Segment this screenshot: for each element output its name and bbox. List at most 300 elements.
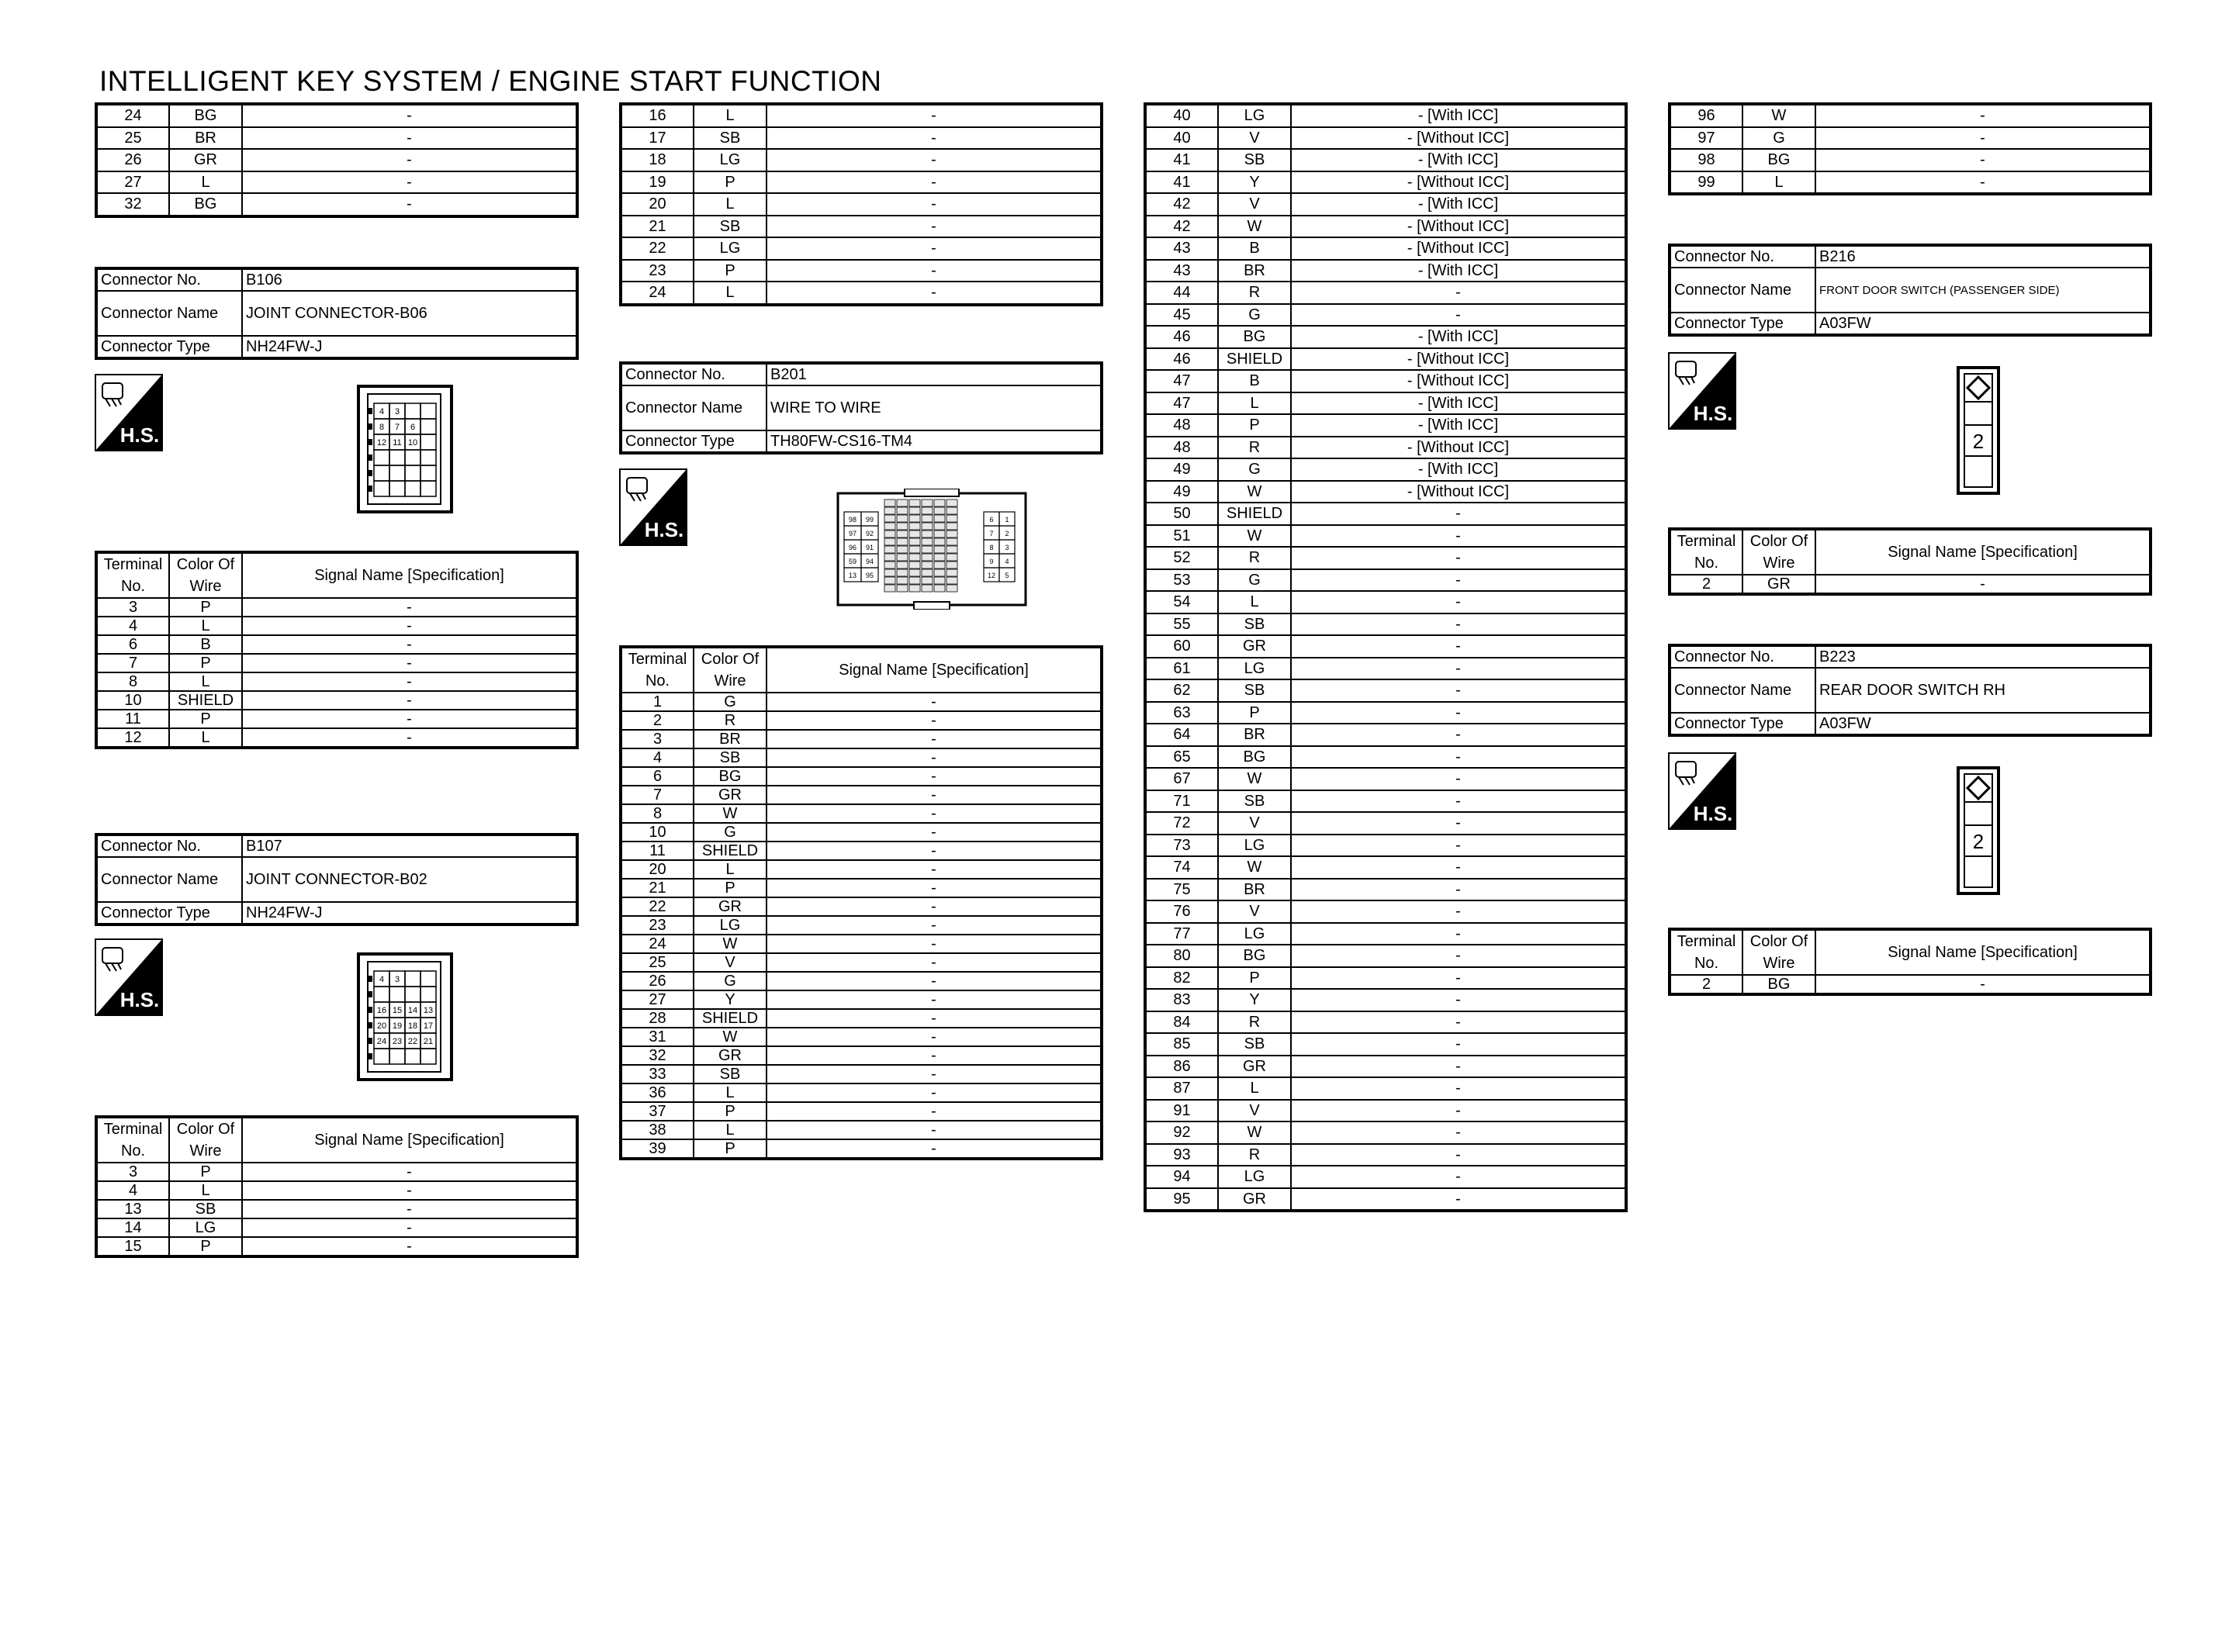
terminal-no-cell: 6 xyxy=(96,635,169,654)
terminal-no-cell: 32 xyxy=(621,1046,694,1065)
table-row xyxy=(621,693,1102,711)
terminal-no-cell: 31 xyxy=(621,1028,694,1046)
pin-cell xyxy=(884,538,895,545)
signal-name-cell: - [With ICC] xyxy=(1291,414,1626,437)
pin-number: 13 xyxy=(423,1006,434,1015)
wire-color-cell: L xyxy=(694,193,767,216)
signal-name-cell: - xyxy=(767,804,1102,823)
signal-name-cell: - xyxy=(1291,503,1626,525)
latch-notch xyxy=(368,991,372,997)
terminal-no-cell: 39 xyxy=(621,1139,694,1159)
table-row xyxy=(621,1046,1102,1065)
signal-name-cell: - xyxy=(1291,304,1626,327)
table-row xyxy=(621,972,1102,990)
wire-color-cell: V xyxy=(1218,900,1291,923)
table-row xyxy=(621,1102,1102,1121)
signal-name-cell: - xyxy=(242,1237,577,1256)
table-row xyxy=(1145,437,1626,459)
wire-color-cell: SHIELD xyxy=(1218,348,1291,371)
label-connector-type: Connector Type xyxy=(96,902,242,924)
pin-cell xyxy=(897,585,908,592)
page-title: INTELLIGENT KEY SYSTEM / ENGINE START FUNCTION xyxy=(99,65,882,97)
pin-cell xyxy=(922,585,933,592)
terminal-no-cell: 55 xyxy=(1145,613,1218,636)
terminal-no-cell: 40 xyxy=(1145,104,1218,127)
hs-label: H.S. xyxy=(119,423,160,447)
pin-cell xyxy=(909,569,920,576)
terminal-no-cell: 93 xyxy=(1145,1144,1218,1166)
terminal-no-cell: 18 xyxy=(621,149,694,171)
terminal-no-cell: 3 xyxy=(96,1163,169,1181)
pin-number: 19 xyxy=(392,1021,403,1031)
terminal-no-cell: 85 xyxy=(1145,1033,1218,1056)
table-row xyxy=(1145,127,1626,150)
pin-number: 10 xyxy=(407,438,418,448)
table-row xyxy=(1145,1188,1626,1211)
pin-cell xyxy=(934,499,945,506)
table-row xyxy=(621,953,1102,972)
signal-name-cell: - xyxy=(1291,613,1626,636)
label-connector-type: Connector Type xyxy=(96,336,242,358)
table-row xyxy=(1145,149,1626,171)
terminal-no-cell: 99 xyxy=(1670,171,1742,195)
pin-number: 15 xyxy=(392,1006,403,1015)
wire-color-cell: G xyxy=(694,972,767,990)
signal-name-cell: - xyxy=(1291,967,1626,990)
terminal-no-cell: 38 xyxy=(621,1121,694,1139)
pin-cell xyxy=(405,450,420,465)
table-row xyxy=(1145,835,1626,857)
connector-name-value: JOINT CONNECTOR-B02 xyxy=(242,857,577,902)
signal-name-cell: - xyxy=(242,104,577,127)
wire-color-cell: P xyxy=(169,1163,242,1181)
wire-color-cell: LG xyxy=(1218,835,1291,857)
signal-name-cell: - xyxy=(1291,591,1626,613)
terminal-no-cell: 33 xyxy=(621,1065,694,1083)
header-color-of-wire: Color Of Wire xyxy=(1742,929,1815,975)
terminal-no-cell: 21 xyxy=(621,879,694,897)
connector-no-value: B106 xyxy=(242,268,577,291)
terminal-table-col4-top xyxy=(1668,102,2152,195)
signal-name-cell: - xyxy=(1291,923,1626,945)
table-row xyxy=(621,1083,1102,1102)
pin-cell xyxy=(405,403,420,419)
signal-name-cell: - xyxy=(242,1200,577,1218)
pin-cell xyxy=(934,531,945,537)
wire-color-cell: LG xyxy=(1218,1166,1291,1188)
terminal-no-cell: 3 xyxy=(621,730,694,748)
terminal-no-cell: 40 xyxy=(1145,127,1218,150)
pin-cell xyxy=(946,569,957,576)
pin-cell xyxy=(884,569,895,576)
wire-color-cell: R xyxy=(1218,1144,1291,1166)
pin-cell xyxy=(909,531,920,537)
signal-name-cell: - xyxy=(767,786,1102,804)
header-terminal-no: Terminal No. xyxy=(1670,929,1742,975)
table-row xyxy=(621,767,1102,786)
table-row xyxy=(1145,503,1626,525)
connector-face-b201 xyxy=(836,489,1027,610)
signal-name-cell: - xyxy=(767,823,1102,842)
terminal-no-cell: 77 xyxy=(1145,923,1218,945)
terminal-no-cell: 4 xyxy=(621,748,694,767)
pin-cell xyxy=(420,481,436,496)
wire-color-cell: W xyxy=(1218,525,1291,548)
signal-name-cell: - xyxy=(1291,812,1626,835)
pin-number: 94 xyxy=(865,558,874,565)
signal-name-cell: - xyxy=(767,104,1102,127)
table-row xyxy=(96,193,577,216)
terminal-no-cell: 64 xyxy=(1145,724,1218,746)
terminal-no-cell: 19 xyxy=(621,171,694,194)
pin-cell xyxy=(922,531,933,537)
wire-color-cell: LG xyxy=(694,149,767,171)
table-row xyxy=(96,1200,577,1218)
table-row xyxy=(1145,746,1626,769)
latch-notch xyxy=(368,439,372,445)
table-row xyxy=(1145,326,1626,348)
pin-cell xyxy=(909,499,920,506)
terminal-no-cell: 94 xyxy=(1145,1166,1218,1188)
wire-color-cell: Y xyxy=(1218,989,1291,1011)
connector-info-b201 xyxy=(619,361,1103,454)
pin-number: 4 xyxy=(379,407,385,416)
pin-number: 17 xyxy=(423,1021,434,1031)
terminal-no-cell: 15 xyxy=(96,1237,169,1256)
table-row xyxy=(621,786,1102,804)
signal-name-cell: - xyxy=(767,897,1102,916)
table-row xyxy=(96,710,577,728)
wire-color-cell: L xyxy=(1218,591,1291,613)
pin-cell xyxy=(897,569,908,576)
signal-name-cell: - xyxy=(1815,127,2151,150)
pin-number: 12 xyxy=(376,438,387,448)
header-signal-name: Signal Name [Specification] xyxy=(767,647,1102,693)
signal-name-cell: - xyxy=(767,171,1102,194)
pin-cell xyxy=(934,507,945,514)
terminal-no-cell: 50 xyxy=(1145,503,1218,525)
wire-color-cell: LG xyxy=(169,1218,242,1237)
terminal-no-cell: 71 xyxy=(1145,790,1218,813)
table-row xyxy=(1670,149,2151,171)
wire-color-cell: BR xyxy=(1218,260,1291,282)
terminal-no-cell: 32 xyxy=(96,193,169,216)
pin-cell xyxy=(934,523,945,530)
terminal-no-cell: 72 xyxy=(1145,812,1218,835)
wire-color-cell: B xyxy=(1218,370,1291,392)
pin-cell xyxy=(922,499,933,506)
pin-cell xyxy=(946,562,957,569)
terminal-no-cell: 48 xyxy=(1145,437,1218,459)
pin-cell xyxy=(897,546,908,553)
table-row xyxy=(1145,481,1626,503)
pin-number: 21 xyxy=(423,1037,434,1046)
terminal-no-cell: 16 xyxy=(621,104,694,127)
table-row xyxy=(1145,171,1626,194)
latch-notch xyxy=(368,423,372,430)
wire-color-cell: P xyxy=(169,654,242,672)
terminal-no-cell: 42 xyxy=(1145,193,1218,216)
terminal-no-cell: 87 xyxy=(1145,1077,1218,1100)
label-connector-type: Connector Type xyxy=(1670,313,1815,335)
pin-cell xyxy=(934,562,945,569)
table-row xyxy=(1145,900,1626,923)
terminal-no-cell: 49 xyxy=(1145,458,1218,481)
table-row xyxy=(1145,216,1626,238)
wire-color-cell: W xyxy=(1218,481,1291,503)
pin-cell xyxy=(946,531,957,537)
pin-number: 3 xyxy=(394,407,400,416)
signal-name-cell: - [Without ICC] xyxy=(1291,481,1626,503)
pin-cell xyxy=(922,507,933,514)
terminal-no-cell: 73 xyxy=(1145,835,1218,857)
pin-cell xyxy=(946,585,957,592)
table-row xyxy=(1145,812,1626,835)
wire-color-cell: L xyxy=(694,104,767,127)
latch-notch xyxy=(368,408,372,414)
signal-name-cell: - xyxy=(242,193,577,216)
pin-cell xyxy=(420,403,436,419)
wire-color-cell: L xyxy=(694,860,767,879)
label-connector-name: Connector Name xyxy=(96,857,242,902)
signal-name-cell: - xyxy=(1815,171,2151,195)
pin-number: 14 xyxy=(407,1006,418,1015)
wire-color-cell: SB xyxy=(1218,613,1291,636)
wire-color-cell: W xyxy=(1218,216,1291,238)
terminal-no-cell: 41 xyxy=(1145,149,1218,171)
table-row xyxy=(96,171,577,194)
table-row xyxy=(1145,1100,1626,1122)
table-row xyxy=(1145,370,1626,392)
table-row xyxy=(96,635,577,654)
pin-cell xyxy=(897,577,908,584)
header-signal-name: Signal Name [Specification] xyxy=(1815,929,2151,975)
terminal-no-cell: 42 xyxy=(1145,216,1218,238)
table-row xyxy=(1145,967,1626,990)
wire-color-cell: V xyxy=(1218,193,1291,216)
terminal-no-cell: 83 xyxy=(1145,989,1218,1011)
wire-color-cell: GR xyxy=(1742,575,1815,594)
terminal-no-cell: 97 xyxy=(1670,127,1742,150)
signal-name-cell: - xyxy=(1291,768,1626,790)
wire-color-cell: BG xyxy=(1742,975,1815,994)
signal-name-cell: - [With ICC] xyxy=(1291,392,1626,415)
wire-color-cell: V xyxy=(1218,1100,1291,1122)
signal-name-cell: - xyxy=(767,879,1102,897)
terminal-no-cell: 10 xyxy=(96,691,169,710)
header-terminal-no: Terminal No. xyxy=(96,1117,169,1163)
wire-color-cell: W xyxy=(694,1028,767,1046)
connector-name-value: JOINT CONNECTOR-B06 xyxy=(242,291,577,336)
signal-name-cell: - xyxy=(1291,1011,1626,1034)
terminal-no-cell: 80 xyxy=(1145,945,1218,967)
pin-cell xyxy=(909,523,920,530)
signal-name-cell: - xyxy=(1291,569,1626,592)
pin-number: 91 xyxy=(865,544,874,551)
table-row xyxy=(1670,171,2151,195)
pin-number: 95 xyxy=(865,572,874,579)
pin-cell xyxy=(405,987,420,1002)
signal-name-cell: - xyxy=(1291,1100,1626,1122)
table-row xyxy=(96,654,577,672)
table-row xyxy=(96,691,577,710)
label-connector-type: Connector Type xyxy=(1670,713,1815,735)
terminal-no-cell: 4 xyxy=(96,617,169,635)
wire-color-cell: P xyxy=(1218,414,1291,437)
terminal-table-b223 xyxy=(1668,928,2152,996)
pin-cell xyxy=(934,569,945,576)
pin-number: 23 xyxy=(392,1037,403,1046)
wire-color-cell: Y xyxy=(694,990,767,1009)
signal-name-cell: - xyxy=(767,1046,1102,1065)
table-row xyxy=(621,237,1102,260)
signal-name-cell: - xyxy=(1291,1056,1626,1078)
pin-number: 13 xyxy=(848,572,857,579)
pin-cell xyxy=(884,554,895,561)
table-row xyxy=(621,842,1102,860)
pin-cell xyxy=(909,538,920,545)
wire-color-cell: W xyxy=(694,804,767,823)
pin-number: 20 xyxy=(376,1021,387,1031)
wire-color-cell: L xyxy=(169,617,242,635)
terminal-no-cell: 1 xyxy=(621,693,694,711)
pin-cell xyxy=(909,515,920,522)
table-row xyxy=(621,897,1102,916)
pin-number: 1 xyxy=(1005,516,1009,524)
pin-cell xyxy=(884,585,895,592)
terminal-no-cell: 22 xyxy=(621,897,694,916)
terminal-table-b107 xyxy=(95,1115,579,1258)
table-row xyxy=(621,171,1102,194)
signal-name-cell: - xyxy=(1291,1077,1626,1100)
pin-cell xyxy=(922,523,933,530)
signal-name-cell: - xyxy=(767,1083,1102,1102)
connector-info-b106 xyxy=(95,267,579,360)
pin-cell xyxy=(946,554,957,561)
pin-cell xyxy=(909,507,920,514)
terminal-no-cell: 11 xyxy=(96,710,169,728)
terminal-no-cell: 53 xyxy=(1145,569,1218,592)
header-color-of-wire: Color Of Wire xyxy=(1742,529,1815,575)
terminal-no-cell: 10 xyxy=(621,823,694,842)
header-terminal-no: Terminal No. xyxy=(1670,529,1742,575)
pin-number: 8 xyxy=(989,544,994,551)
hs-label: H.S. xyxy=(1693,402,1733,425)
signal-name-cell: - xyxy=(767,860,1102,879)
pin-number: 59 xyxy=(848,558,857,565)
wire-color-cell: V xyxy=(1218,127,1291,150)
terminal-no-cell: 62 xyxy=(1145,679,1218,702)
wire-color-cell: LG xyxy=(694,916,767,935)
wire-color-cell: L xyxy=(169,728,242,748)
terminal-no-cell: 52 xyxy=(1145,547,1218,569)
pin-cell xyxy=(420,434,436,450)
label-connector-no: Connector No. xyxy=(621,363,767,385)
signal-name-cell: - xyxy=(242,617,577,635)
wire-color-cell: P xyxy=(1218,702,1291,724)
label-connector-name: Connector Name xyxy=(96,291,242,336)
signal-name-cell: - xyxy=(1815,975,2151,994)
signal-name-cell: - [Without ICC] xyxy=(1291,171,1626,194)
wire-color-cell: P xyxy=(169,598,242,617)
table-row xyxy=(96,1163,577,1181)
pin-cell xyxy=(389,481,405,496)
terminal-no-cell: 86 xyxy=(1145,1056,1218,1078)
wire-color-cell: L xyxy=(694,1083,767,1102)
terminal-table-b216 xyxy=(1668,527,2152,596)
signal-name-cell: - [Without ICC] xyxy=(1291,216,1626,238)
wire-color-cell: SB xyxy=(694,1065,767,1083)
connector-no-value: B216 xyxy=(1815,245,2151,268)
table-row xyxy=(1145,790,1626,813)
terminal-no-cell: 36 xyxy=(621,1083,694,1102)
table-row xyxy=(1145,923,1626,945)
connector-type-value: TH80FW-CS16-TM4 xyxy=(767,430,1102,453)
table-row xyxy=(96,728,577,748)
table-row xyxy=(96,127,577,150)
latch-notch xyxy=(368,1053,372,1059)
pin-cell xyxy=(922,569,933,576)
wire-color-cell: L xyxy=(169,672,242,691)
table-row xyxy=(1145,945,1626,967)
pin-number: 24 xyxy=(376,1037,387,1046)
signal-name-cell: - xyxy=(242,1218,577,1237)
wire-color-cell: BG xyxy=(1218,746,1291,769)
table-row xyxy=(621,216,1102,238)
pin-cell xyxy=(922,515,933,522)
terminal-no-cell: 60 xyxy=(1145,635,1218,658)
wire-color-cell: R xyxy=(1218,437,1291,459)
table-row xyxy=(621,748,1102,767)
pin-cell xyxy=(946,538,957,545)
table-row xyxy=(1145,1166,1626,1188)
pin-cell xyxy=(405,971,420,987)
pin-number: 2 xyxy=(1005,530,1009,537)
signal-name-cell: - [With ICC] xyxy=(1291,458,1626,481)
signal-name-cell: - xyxy=(1291,724,1626,746)
hs-harness-side-icon xyxy=(95,374,163,451)
terminal-no-cell: 76 xyxy=(1145,900,1218,923)
wire-color-cell: BG xyxy=(694,767,767,786)
signal-name-cell: - xyxy=(1291,989,1626,1011)
pin-cell xyxy=(934,554,945,561)
terminal-no-cell: 22 xyxy=(621,237,694,260)
label-connector-type: Connector Type xyxy=(621,430,767,453)
pin-cell xyxy=(922,562,933,569)
terminal-no-cell: 27 xyxy=(621,990,694,1009)
pin-cell xyxy=(934,585,945,592)
signal-name-cell: - xyxy=(242,654,577,672)
terminal-no-cell: 27 xyxy=(96,171,169,194)
pin-cell xyxy=(946,499,957,506)
wire-color-cell: GR xyxy=(1218,1056,1291,1078)
wire-color-cell: P xyxy=(694,171,767,194)
terminal-no-cell: 26 xyxy=(96,149,169,171)
terminal-no-cell: 46 xyxy=(1145,326,1218,348)
terminal-no-cell: 17 xyxy=(621,127,694,150)
latch-notch xyxy=(368,1022,372,1028)
wire-color-cell: R xyxy=(694,711,767,730)
pin-cell xyxy=(405,1049,420,1064)
terminal-no-cell: 24 xyxy=(96,104,169,127)
pin-cell xyxy=(897,531,908,537)
table-row xyxy=(96,617,577,635)
signal-name-cell: - xyxy=(1815,149,2151,171)
terminal-no-cell: 96 xyxy=(1670,104,1742,127)
signal-name-cell: - xyxy=(767,953,1102,972)
terminal-no-cell: 3 xyxy=(96,598,169,617)
pin-cell xyxy=(884,577,895,584)
